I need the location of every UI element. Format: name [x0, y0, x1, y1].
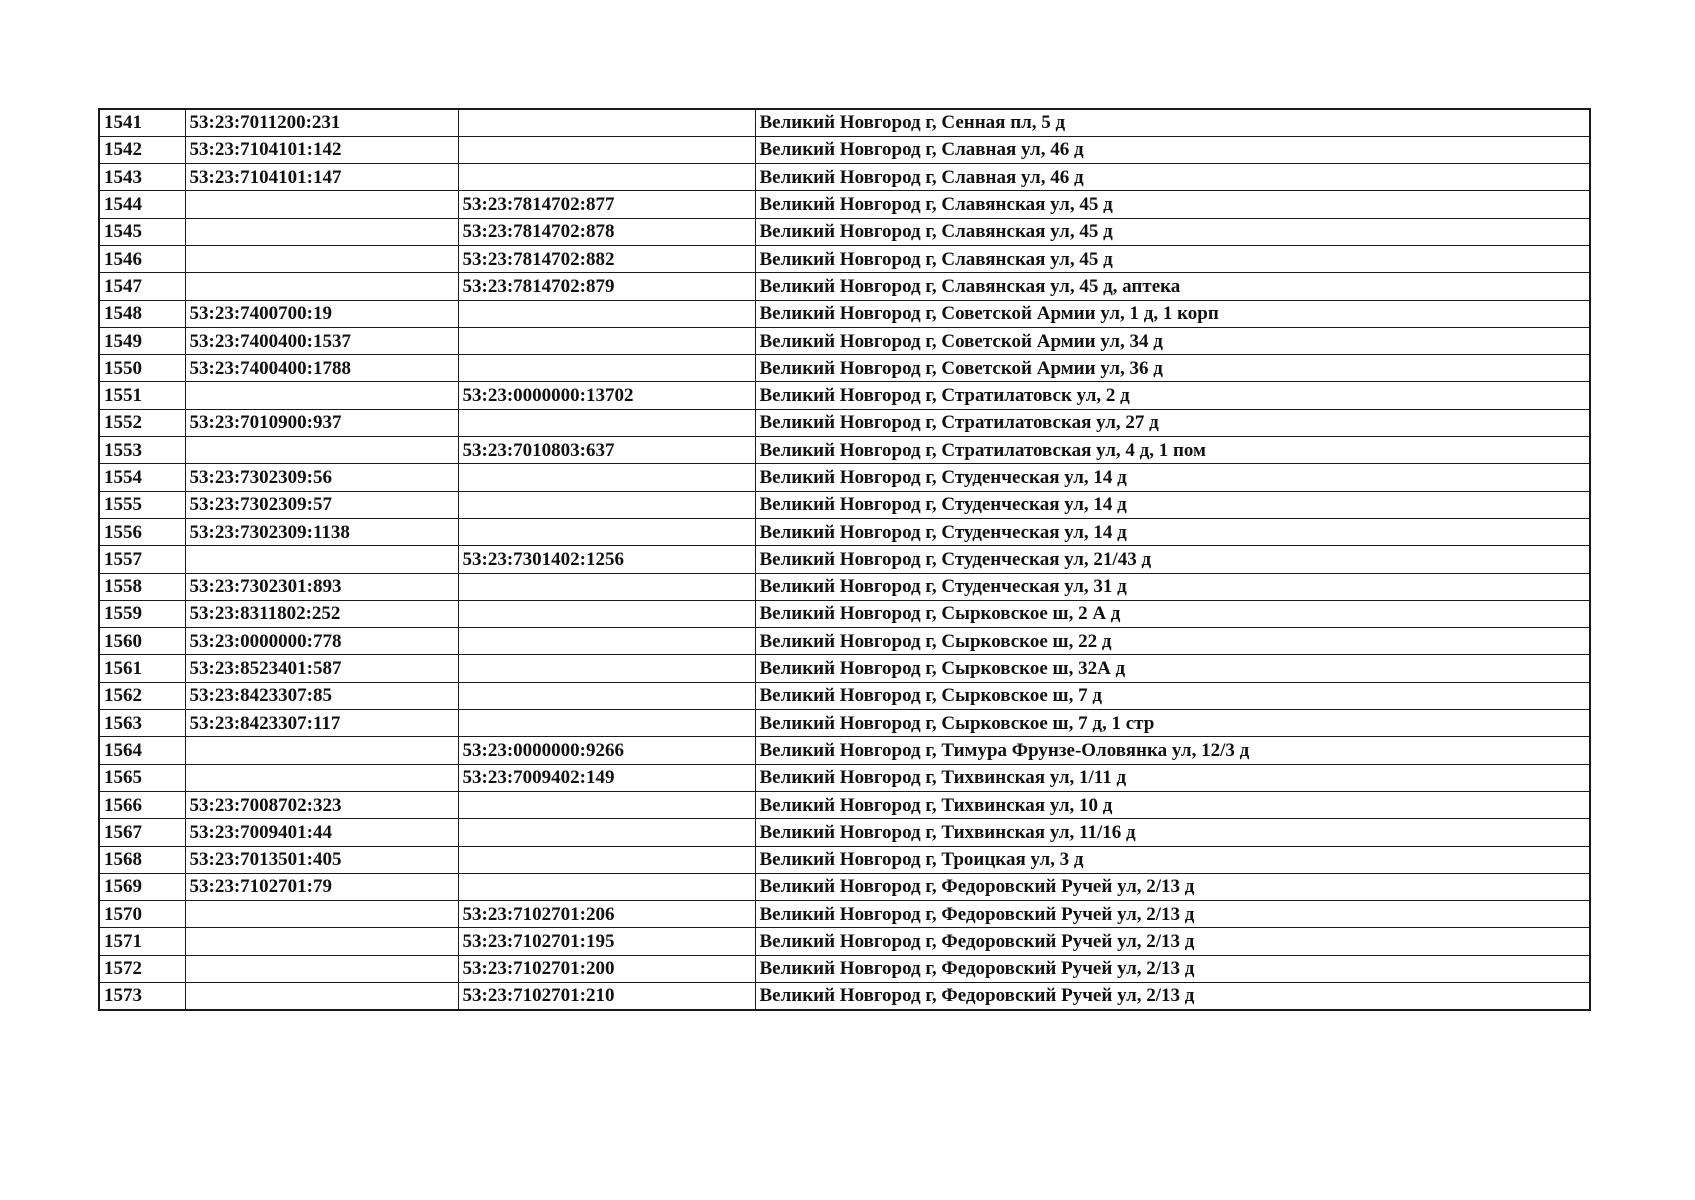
cadastral-number-premises-cell: 53:23:0000000:13702: [458, 382, 755, 409]
cadastral-number-premises-cell: [458, 409, 755, 436]
cadastral-number-premises-cell: [458, 682, 755, 709]
cadastral-number-premises-cell: [458, 491, 755, 518]
table-row: [99, 655, 1590, 682]
cadastral-number-premises-cell: [458, 327, 755, 354]
table-row: [99, 464, 1590, 491]
table-row: [99, 518, 1590, 545]
row-number-cell: 1563: [99, 710, 185, 737]
cadastral-number-land-cell: 53:23:7010900:937: [185, 409, 458, 436]
address-cell: Великий Новгород г, Советской Армии ул, 36 д: [755, 355, 1590, 382]
address-cell: Великий Новгород г, Стратилатовская ул, 4 д, 1 пом: [755, 437, 1590, 464]
cadastral-number-land-cell: [185, 955, 458, 982]
cadastral-number-land-cell: 53:23:7104101:147: [185, 164, 458, 191]
address-cell: Великий Новгород г, Славянская ул, 45 д: [755, 191, 1590, 218]
row-number-cell: 1558: [99, 573, 185, 600]
cadastral-number-premises-cell: [458, 846, 755, 873]
row-number-cell: 1543: [99, 164, 185, 191]
row-number-cell: 1547: [99, 273, 185, 300]
row-number-cell: 1561: [99, 655, 185, 682]
table-row: [99, 136, 1590, 163]
cadastral-number-premises-cell: [458, 164, 755, 191]
cadastral-number-land-cell: 53:23:7302309:57: [185, 491, 458, 518]
table-row: [99, 327, 1590, 354]
cadastral-number-land-cell: [185, 764, 458, 791]
row-number-cell: 1549: [99, 327, 185, 354]
table-row: [99, 901, 1590, 928]
row-number-cell: 1568: [99, 846, 185, 873]
table-row: [99, 546, 1590, 573]
row-number-cell: 1556: [99, 518, 185, 545]
address-cell: Великий Новгород г, Стратилатовская ул, 27 д: [755, 409, 1590, 436]
cadastral-number-premises-cell: [458, 655, 755, 682]
table-row: [99, 355, 1590, 382]
table-row: [99, 273, 1590, 300]
address-cell: Великий Новгород г, Стратилатовск ул, 2 д: [755, 382, 1590, 409]
row-number-cell: 1555: [99, 491, 185, 518]
address-cell: Великий Новгород г, Тихвинская ул, 11/16 д: [755, 819, 1590, 846]
cadastral-number-land-cell: 53:23:7400700:19: [185, 300, 458, 327]
address-cell: Великий Новгород г, Федоровский Ручей ул, 2/13 д: [755, 901, 1590, 928]
cadastral-number-premises-cell: [458, 109, 755, 136]
cadastral-number-land-cell: [185, 901, 458, 928]
cadastral-number-land-cell: [185, 245, 458, 272]
cadastral-number-premises-cell: 53:23:7102701:210: [458, 983, 755, 1010]
address-cell: Великий Новгород г, Славная ул, 46 д: [755, 164, 1590, 191]
row-number-cell: 1562: [99, 682, 185, 709]
row-number-cell: 1560: [99, 628, 185, 655]
cadastral-number-premises-cell: 53:23:0000000:9266: [458, 737, 755, 764]
address-cell: Великий Новгород г, Сырковское ш, 2 А д: [755, 600, 1590, 627]
table-row: [99, 245, 1590, 272]
cadastral-number-premises-cell: 53:23:7814702:879: [458, 273, 755, 300]
address-cell: Великий Новгород г, Студенческая ул, 14 д: [755, 464, 1590, 491]
row-number-cell: 1557: [99, 546, 185, 573]
cadastral-number-premises-cell: 53:23:7814702:878: [458, 218, 755, 245]
address-cell: Великий Новгород г, Студенческая ул, 31 д: [755, 573, 1590, 600]
address-cell: Великий Новгород г, Сырковское ш, 22 д: [755, 628, 1590, 655]
table-row: [99, 983, 1590, 1010]
cadastral-number-land-cell: [185, 983, 458, 1010]
cadastral-number-premises-cell: 53:23:7814702:877: [458, 191, 755, 218]
cadastral-number-land-cell: [185, 737, 458, 764]
cadastral-number-land-cell: [185, 546, 458, 573]
cadastral-number-land-cell: 53:23:0000000:778: [185, 628, 458, 655]
cadastral-number-land-cell: 53:23:8523401:587: [185, 655, 458, 682]
table-row: [99, 109, 1590, 136]
address-cell: Великий Новгород г, Федоровский Ручей ул, 2/13 д: [755, 955, 1590, 982]
address-cell: Великий Новгород г, Федоровский Ручей ул, 2/13 д: [755, 928, 1590, 955]
address-cell: Великий Новгород г, Студенческая ул, 14 д: [755, 518, 1590, 545]
cadastral-number-land-cell: 53:23:8423307:117: [185, 710, 458, 737]
table-row: [99, 409, 1590, 436]
cadastral-number-land-cell: [185, 218, 458, 245]
property-registry-table: [98, 108, 1591, 1011]
row-number-cell: 1571: [99, 928, 185, 955]
cadastral-number-premises-cell: [458, 573, 755, 600]
address-cell: Великий Новгород г, Советской Армии ул, 1 д, 1 корп: [755, 300, 1590, 327]
cadastral-number-premises-cell: 53:23:7009402:149: [458, 764, 755, 791]
cadastral-number-land-cell: [185, 437, 458, 464]
cadastral-number-land-cell: 53:23:7302309:56: [185, 464, 458, 491]
table-row: [99, 600, 1590, 627]
row-number-cell: 1565: [99, 764, 185, 791]
cadastral-number-premises-cell: [458, 136, 755, 163]
table-row: [99, 437, 1590, 464]
row-number-cell: 1554: [99, 464, 185, 491]
cadastral-number-land-cell: 53:23:7009401:44: [185, 819, 458, 846]
row-number-cell: 1550: [99, 355, 185, 382]
address-cell: Великий Новгород г, Славянская ул, 45 д, аптека: [755, 273, 1590, 300]
cadastral-number-land-cell: 53:23:7400400:1537: [185, 327, 458, 354]
table-row: [99, 491, 1590, 518]
address-cell: Великий Новгород г, Тихвинская ул, 10 д: [755, 791, 1590, 818]
row-number-cell: 1570: [99, 901, 185, 928]
address-cell: Великий Новгород г, Тимура Фрунзе-Оловянка ул, 12/3 д: [755, 737, 1590, 764]
address-cell: Великий Новгород г, Сенная пл, 5 д: [755, 109, 1590, 136]
table-row: [99, 164, 1590, 191]
row-number-cell: 1542: [99, 136, 185, 163]
row-number-cell: 1551: [99, 382, 185, 409]
cadastral-number-premises-cell: 53:23:7102701:206: [458, 901, 755, 928]
cadastral-number-premises-cell: [458, 628, 755, 655]
cadastral-number-premises-cell: [458, 710, 755, 737]
cadastral-number-land-cell: 53:23:7102701:79: [185, 873, 458, 900]
table-row: [99, 573, 1590, 600]
row-number-cell: 1552: [99, 409, 185, 436]
row-number-cell: 1541: [99, 109, 185, 136]
cadastral-number-land-cell: [185, 382, 458, 409]
table-row: [99, 218, 1590, 245]
cadastral-number-premises-cell: [458, 518, 755, 545]
table-row: [99, 682, 1590, 709]
table-row: [99, 846, 1590, 873]
row-number-cell: 1544: [99, 191, 185, 218]
cadastral-number-land-cell: 53:23:7302301:893: [185, 573, 458, 600]
row-number-cell: 1545: [99, 218, 185, 245]
cadastral-number-premises-cell: [458, 791, 755, 818]
table-row: [99, 955, 1590, 982]
table-row: [99, 873, 1590, 900]
row-number-cell: 1566: [99, 791, 185, 818]
cadastral-number-premises-cell: [458, 300, 755, 327]
cadastral-number-land-cell: [185, 191, 458, 218]
address-cell: Великий Новгород г, Студенческая ул, 14 д: [755, 491, 1590, 518]
table-row: [99, 628, 1590, 655]
cadastral-number-premises-cell: [458, 355, 755, 382]
table-row: [99, 382, 1590, 409]
address-cell: Великий Новгород г, Сырковское ш, 7 д: [755, 682, 1590, 709]
row-number-cell: 1569: [99, 873, 185, 900]
cadastral-number-premises-cell: [458, 819, 755, 846]
table-row: [99, 928, 1590, 955]
cadastral-number-land-cell: 53:23:7008702:323: [185, 791, 458, 818]
registry-table-body: [99, 109, 1590, 1010]
cadastral-number-premises-cell: 53:23:7814702:882: [458, 245, 755, 272]
table-row: [99, 191, 1590, 218]
cadastral-number-land-cell: [185, 928, 458, 955]
address-cell: Великий Новгород г, Советской Армии ул, 34 д: [755, 327, 1590, 354]
cadastral-number-premises-cell: [458, 873, 755, 900]
address-cell: Великий Новгород г, Федоровский Ручей ул, 2/13 д: [755, 983, 1590, 1010]
cadastral-number-land-cell: 53:23:7013501:405: [185, 846, 458, 873]
row-number-cell: 1564: [99, 737, 185, 764]
address-cell: Великий Новгород г, Славная ул, 46 д: [755, 136, 1590, 163]
table-row: [99, 737, 1590, 764]
table-row: [99, 791, 1590, 818]
address-cell: Великий Новгород г, Сырковское ш, 7 д, 1 стр: [755, 710, 1590, 737]
cadastral-number-land-cell: 53:23:8423307:85: [185, 682, 458, 709]
address-cell: Великий Новгород г, Славянская ул, 45 д: [755, 218, 1590, 245]
row-number-cell: 1567: [99, 819, 185, 846]
address-cell: Великий Новгород г, Славянская ул, 45 д: [755, 245, 1590, 272]
table-row: [99, 300, 1590, 327]
table-row: [99, 764, 1590, 791]
cadastral-number-land-cell: 53:23:7302309:1138: [185, 518, 458, 545]
address-cell: Великий Новгород г, Троицкая ул, 3 д: [755, 846, 1590, 873]
row-number-cell: 1553: [99, 437, 185, 464]
cadastral-number-premises-cell: 53:23:7301402:1256: [458, 546, 755, 573]
cadastral-number-premises-cell: 53:23:7010803:637: [458, 437, 755, 464]
row-number-cell: 1546: [99, 245, 185, 272]
row-number-cell: 1573: [99, 983, 185, 1010]
row-number-cell: 1572: [99, 955, 185, 982]
cadastral-number-premises-cell: 53:23:7102701:195: [458, 928, 755, 955]
cadastral-number-land-cell: 53:23:7011200:231: [185, 109, 458, 136]
cadastral-number-land-cell: 53:23:8311802:252: [185, 600, 458, 627]
address-cell: Великий Новгород г, Сырковское ш, 32А д: [755, 655, 1590, 682]
address-cell: Великий Новгород г, Федоровский Ручей ул, 2/13 д: [755, 873, 1590, 900]
row-number-cell: 1548: [99, 300, 185, 327]
address-cell: Великий Новгород г, Тихвинская ул, 1/11 д: [755, 764, 1590, 791]
table-row: [99, 710, 1590, 737]
cadastral-number-premises-cell: 53:23:7102701:200: [458, 955, 755, 982]
cadastral-number-premises-cell: [458, 600, 755, 627]
cadastral-number-land-cell: 53:23:7400400:1788: [185, 355, 458, 382]
cadastral-number-land-cell: [185, 273, 458, 300]
cadastral-number-premises-cell: [458, 464, 755, 491]
address-cell: Великий Новгород г, Студенческая ул, 21/43 д: [755, 546, 1590, 573]
table-row: [99, 819, 1590, 846]
cadastral-number-land-cell: 53:23:7104101:142: [185, 136, 458, 163]
row-number-cell: 1559: [99, 600, 185, 627]
